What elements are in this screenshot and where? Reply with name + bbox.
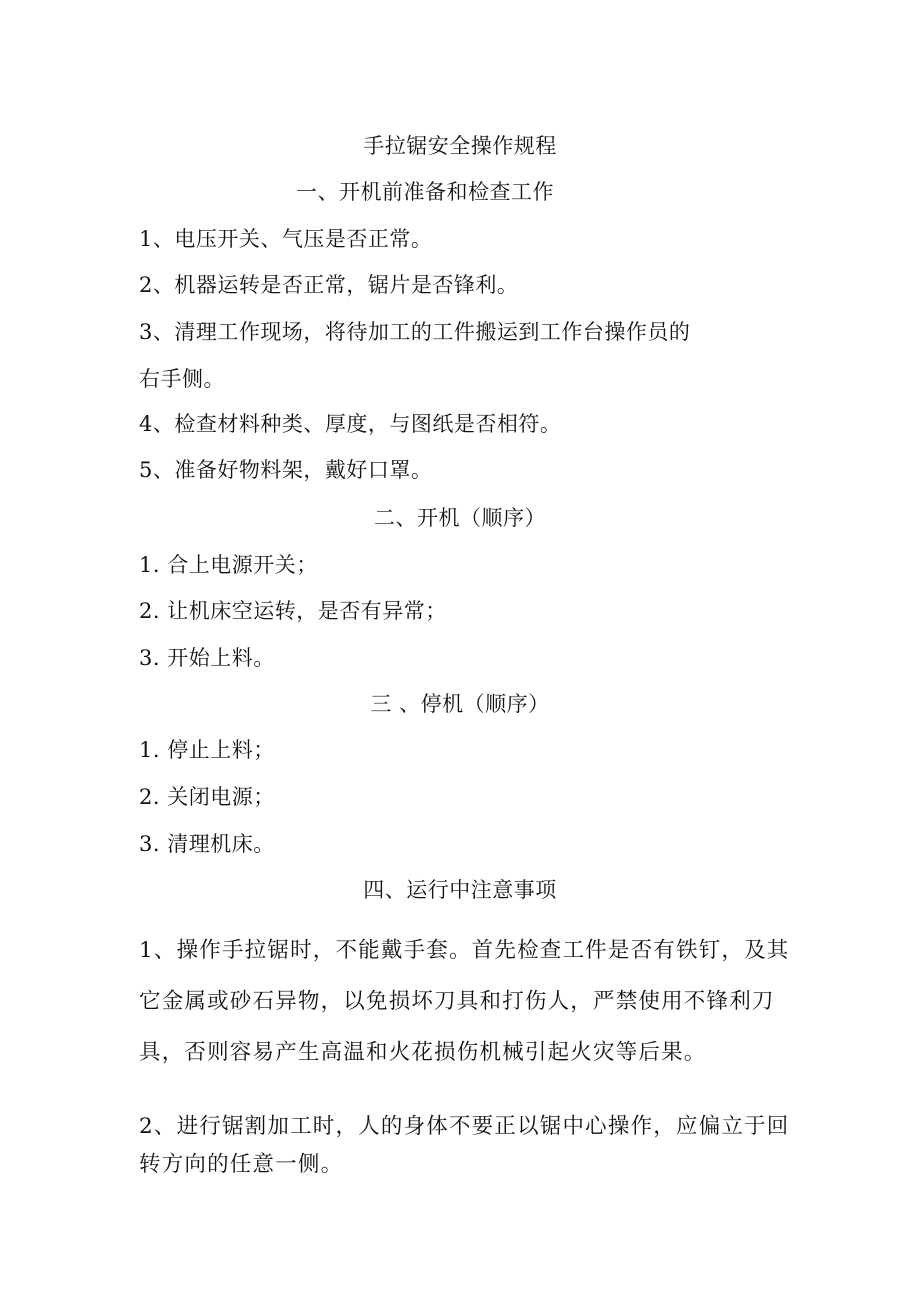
section-2-item-3: 3. 开始上料。 bbox=[139, 646, 275, 670]
section-1-item-3: 3、清理工作现场，将待加工的工件搬运到工作台操作员的 bbox=[139, 320, 691, 344]
section-1-item-3-cont: 右手侧。 bbox=[139, 367, 225, 391]
section-1-item-2: 2、机器运转是否正常，锯片是否锋利。 bbox=[139, 273, 519, 297]
section-4-item-2-line-1: 2、进行锯割加工时，人的身体不要正以锯中心操作，应偏立于回 bbox=[139, 1114, 790, 1139]
section-1-item-5: 5、准备好物料架，戴好口罩。 bbox=[139, 458, 433, 482]
section-1-item-1: 1、电压开关、气压是否正常。 bbox=[139, 227, 433, 251]
section-4-heading: 四、运行中注意事项 bbox=[363, 878, 557, 902]
section-2-item-2: 2. 让机床空运转，是否有异常； bbox=[139, 599, 447, 623]
section-3-item-2: 2. 关闭电源； bbox=[139, 785, 275, 809]
section-4-item-1-line-1: 1、操作手拉锯时，不能戴手套。首先检查工件是否有铁钉，及其 bbox=[139, 938, 790, 963]
section-2-heading: 二、开机（顺序） bbox=[374, 506, 546, 530]
section-3-item-3: 3. 清理机床。 bbox=[139, 832, 275, 856]
section-1-heading: 一、开机前准备和检查工作 bbox=[296, 180, 554, 204]
section-4-item-1-line-2: 它金属或砂石异物，以免损坏刀具和打伤人，严禁使用不锋利刀 bbox=[139, 989, 775, 1014]
section-1-item-4: 4、检查材料种类、厚度，与图纸是否相符。 bbox=[139, 412, 562, 436]
section-3-item-1: 1. 停止上料； bbox=[139, 738, 275, 762]
section-3-heading: 三 、停机（顺序） bbox=[370, 692, 550, 716]
section-2-item-1: 1. 合上电源开关； bbox=[139, 553, 318, 577]
section-4-item-2-line-2: 转方向的任意一侧。 bbox=[139, 1152, 344, 1177]
section-4-item-1-line-3: 具，否则容易产生高温和火花损伤机械引起火灾等后果。 bbox=[139, 1040, 707, 1065]
page-title: 手拉锯安全操作规程 bbox=[363, 134, 557, 158]
